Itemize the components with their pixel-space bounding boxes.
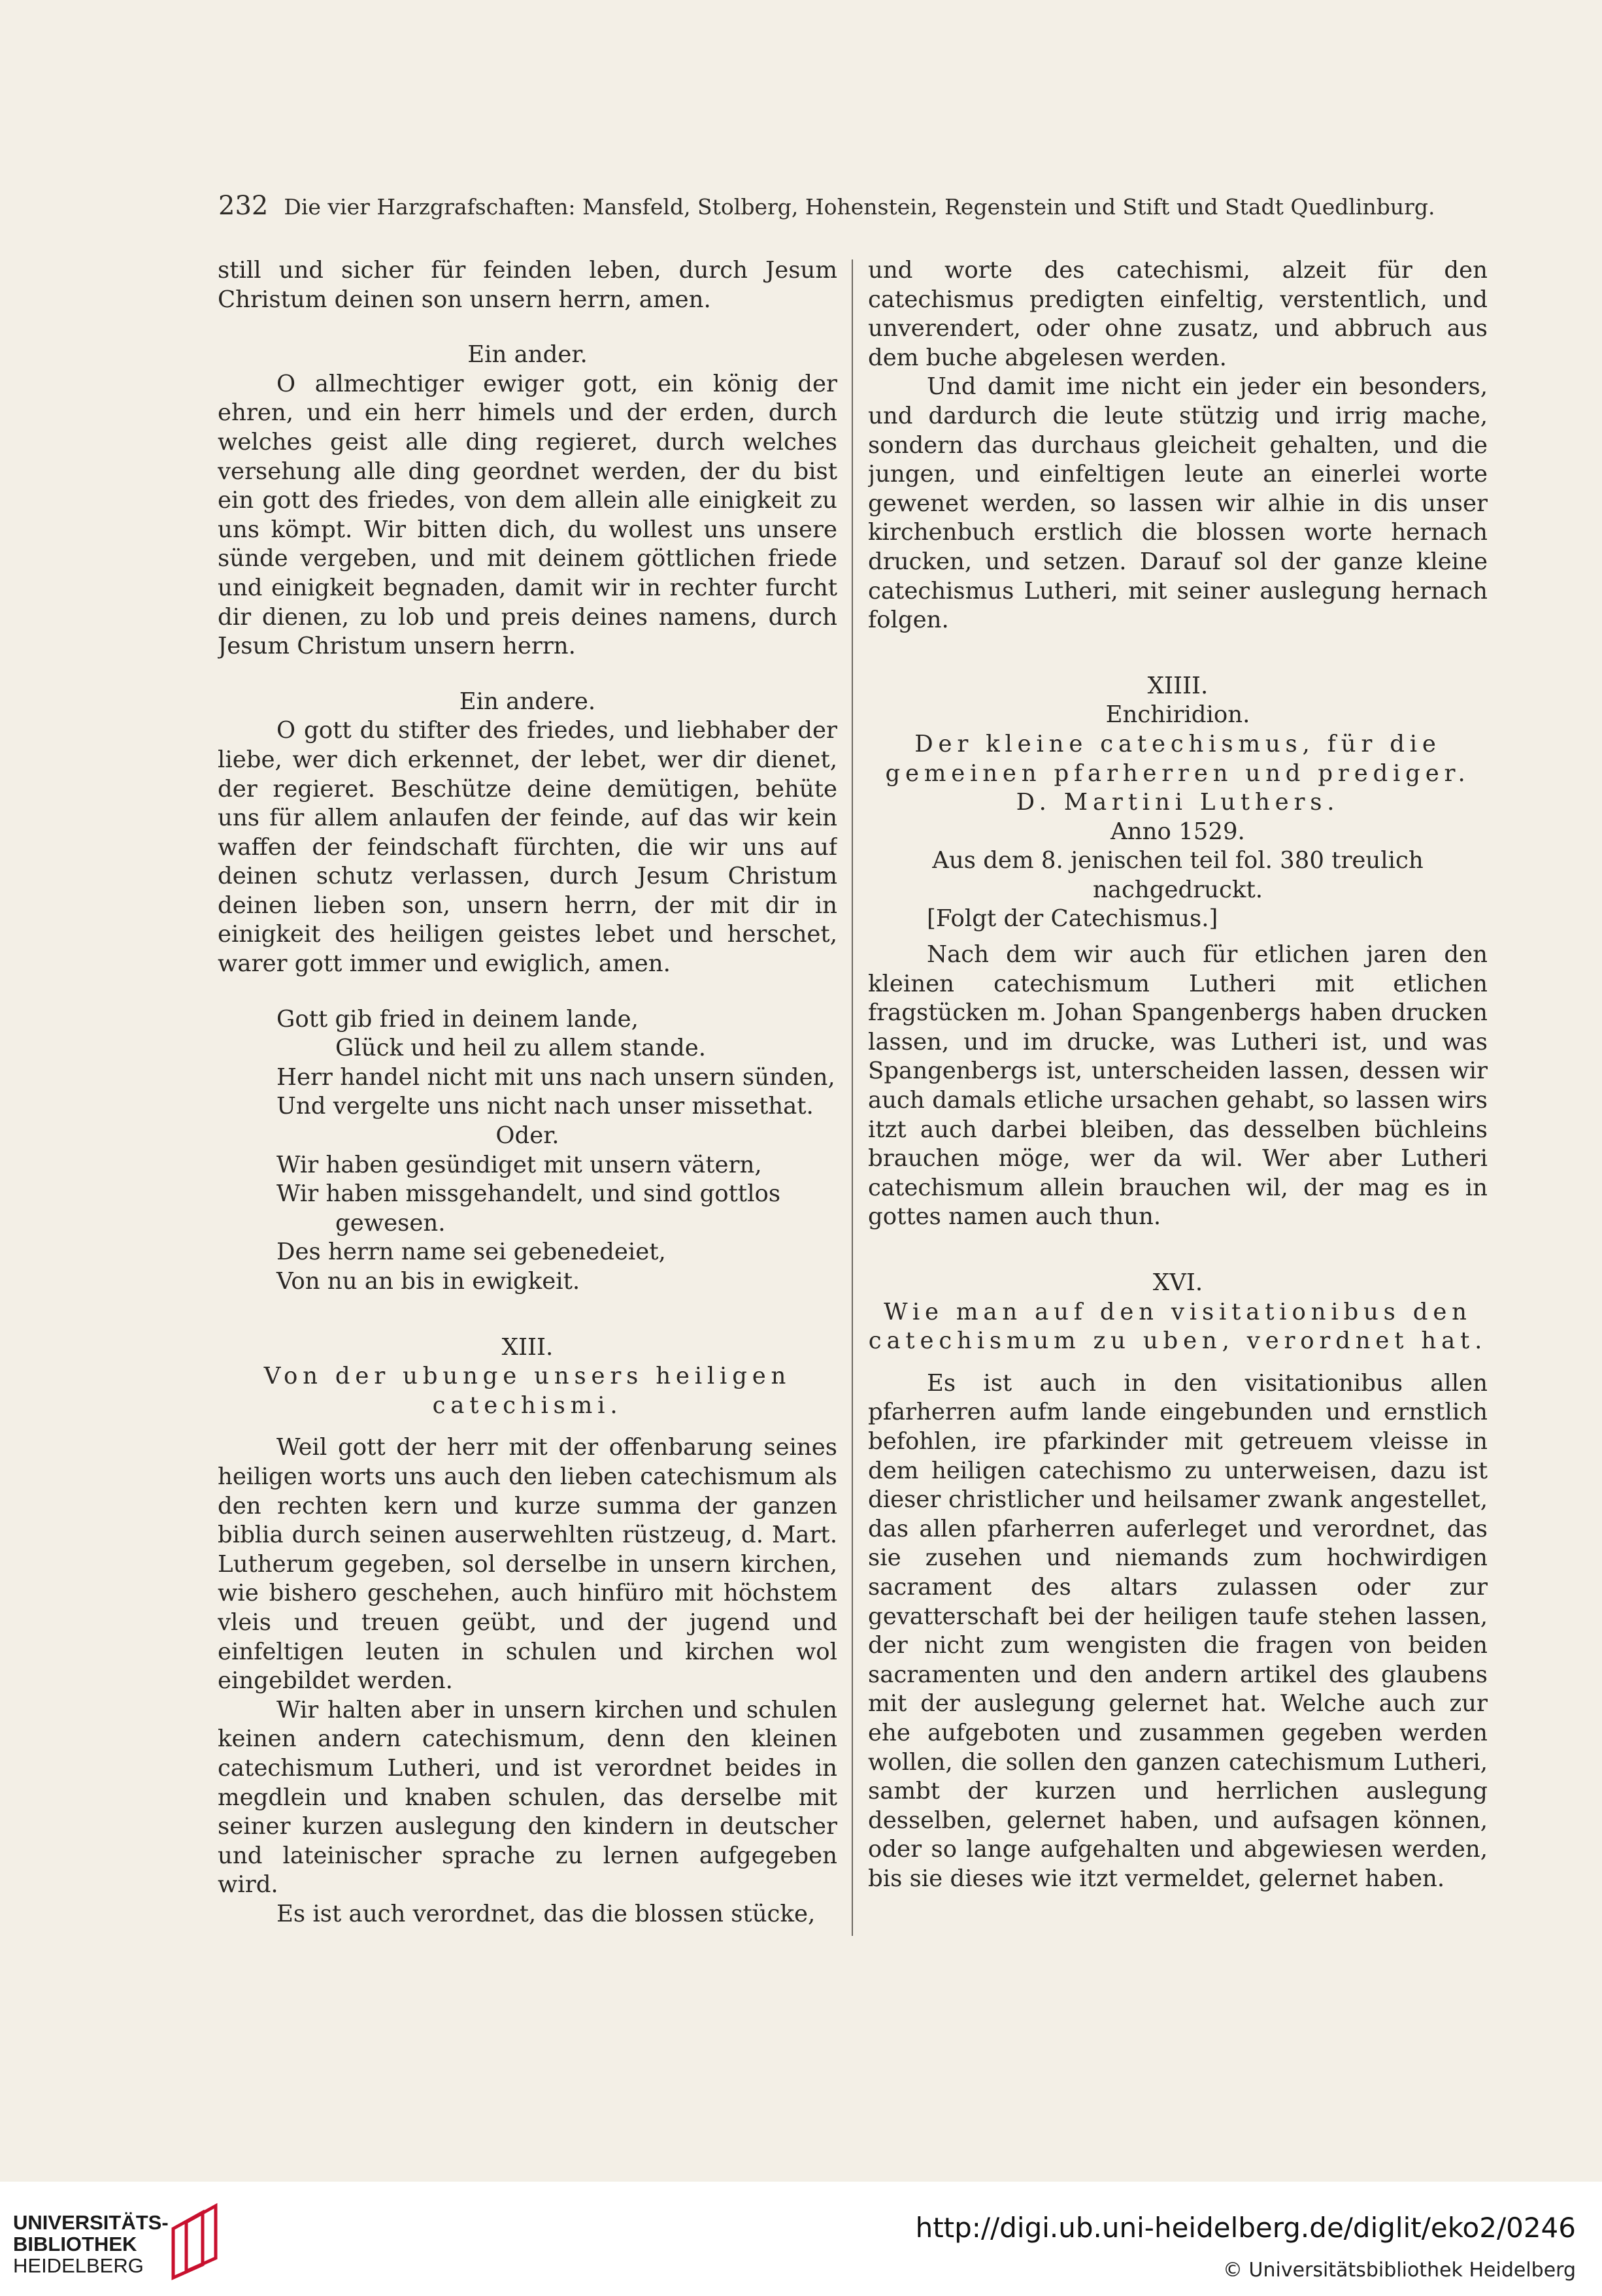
catechism-title: Der kleine catechismus, für die gemeinen pfarherren und prediger. xyxy=(885,730,1471,787)
verse-line: Herr handel nicht mit uns nach unsern sünden, xyxy=(276,1063,835,1091)
verse-line: Von nu an bis in ewigkeit. xyxy=(276,1268,580,1295)
logo-line: HEIDELBERG xyxy=(13,2254,144,2277)
running-header xyxy=(218,191,1460,230)
left-column xyxy=(218,256,837,1955)
section-number: XIIII. xyxy=(1147,672,1209,699)
verse-line: Glück und heil zu allem stande. xyxy=(335,1035,707,1062)
library-logo[interactable] xyxy=(13,2203,275,2281)
enchiridion-heading: Enchiridion. xyxy=(1105,701,1250,729)
library-footer xyxy=(0,2182,1602,2296)
section-number: XIII. xyxy=(501,1333,554,1361)
catechism-author: D. Martini Luthers. xyxy=(1016,789,1340,816)
verse-line: Des herrn name sei gebenedeiet, xyxy=(276,1239,666,1266)
left-intro-text: still und sicher für feinden leben, durch Jesum Christum deinen son unsern herrn, amen. xyxy=(218,257,837,313)
logo-text xyxy=(13,2212,169,2276)
logo-line: BIBLIOTHEK xyxy=(13,2233,137,2255)
library-emblem-icon xyxy=(163,2203,229,2281)
verse-line: Und vergelte uns nicht nach unser missethat. xyxy=(276,1093,814,1120)
section-title: Wie man auf den visitationibus den catechismum zu uben, verordnet hat. xyxy=(868,1298,1488,1355)
permalink-url[interactable]: http://digi.ub.uni-heidelberg.de/diglit/eko2/0246 xyxy=(915,2212,1576,2244)
section-paragraph: Es ist auch in den visitationibus allen pfarherren aufm lande eingebunden und ernstlich befohlen, ire pfarkinder mit getreuem vleisse in dem heiligen catechismo zu unterweisen, dazu ist dieser christlicher und heilsamer zwank angestellet, das allen pfarherren auferleget und verordnet, das sie zusehen und niemands zum hochwirdigen sacrament des altars zulassen oder zur gevatterschaft bei der heiligen taufe stehen lassen, der nicht zum wengisten die fragen von beiden sacramenten und den andern artikel des glaubens mit der auslegung gelernet hat. Welche auch zur ehe aufgeboten und zusammen gegeben werden wollen, die sollen den ganzen catechismum Lutheri, sambt der kurzen und herrlichen auslegung desselben, gelernet haben, und aufsagen können, oder so lange aufgehalten und abgewiesen werden, bis sie dieses wie itzt vermeldet, gelernet haben. xyxy=(868,1369,1488,1892)
page-number: 232 xyxy=(218,191,269,221)
verse-line: gewesen. xyxy=(335,1209,446,1237)
right-column xyxy=(868,256,1488,1955)
verse-line: Gott gib fried in deinem lande, xyxy=(276,1005,639,1033)
verse-oder: Oder. xyxy=(495,1122,559,1150)
heading-ein-ander: Ein ander. xyxy=(467,341,588,369)
section-title: Von der ubunge unsers heiligen catechismi. xyxy=(263,1363,792,1419)
editorial-note: [Folgt der Catechismus.] xyxy=(927,905,1218,933)
running-title: Die vier Harzgrafschaften: Mansfeld, Stolberg, Hohenstein, Regenstein und Stift und Stadt Quedlinburg. xyxy=(284,194,1435,220)
catechism-year: Anno 1529. xyxy=(1110,818,1245,845)
source-note: Aus dem 8. jenischen teil fol. 380 treulich nachgedruckt. xyxy=(932,847,1424,903)
section-number: XVI. xyxy=(1152,1269,1203,1296)
section-paragraph: Und damit ime nicht ein jeder ein besonders, und dardurch die leute stützig und irrig mache, sondern das durchaus gleicheit gehalten, und die jungen, und einfeltigen leute an einerlei worte gewenet werden, so lassen wir alhie in dis unser kirchenbuch erstlich die blossen worte hernach drucken, und setzen. Darauf sol der ganze kleine catechismus Lutheri, mit seiner auslegung hernach folgen. xyxy=(868,373,1488,634)
verse-line: Wir haben gesündiget mit unsern vätern, xyxy=(276,1151,762,1178)
section-paragraph: Weil gott der herr mit der offenbarung seines heiligen worts uns auch den lieben catechismum als den rechten kern und kurze summa der ganzen biblia durch seinen auserwehlten rüstzeug, d. Mart. Lutherum gegeben, sol derselbe in unsern kirchen, wie bishero geschehen, auch hinfüro mit höchstem vleis und treuen geübt, und der jugend und einfeltigen leuten in schulen und kirchen wol eingebildet werden. xyxy=(218,1434,837,1695)
section-paragraph: Wir halten aber in unsern kirchen und schulen keinen andern catechismum, denn den kleinen catechismum Lutheri, und ist verordnet beides in megdlein und knaben schulen, das derselbe mit seiner kurzen auslegung den kindern in deutscher und lateinischer sprache zu lernen aufgegeben wird. xyxy=(218,1696,837,1899)
right-cont-text: und worte des catechismi, alzeit für den catechismus predigten einfeltig, verstentlich, und unverendert, oder ohne zusatz, und abbruch aus dem buche abgelesen werden. xyxy=(868,257,1488,371)
verse-block xyxy=(218,1005,837,1297)
copyright-notice: © Universitätsbibliothek Heidelberg xyxy=(1222,2259,1576,2282)
section-paragraph: Nach dem wir auch für etlichen jaren den kleinen catechismum Lutheri mit etlichen fragstücken m. Johan Spangenbergs haben drucken lassen, und im drucke, was Lutheri ist, und was Spangenbergs ist, unterscheiden lassen, dessen wir auch damals etliche ursachen gehabt, so lassen wirs itzt auch darbei bleiben, das desselben büchleins brauchen möge, wer da wil. Wer aber Lutheri catechismum allein brauchen wil, der mag es in gottes namen auch thun. xyxy=(868,941,1488,1231)
heading-ein-andere: Ein andere. xyxy=(459,688,596,715)
section-paragraph: Es ist auch verordnet, das die blossen stücke, xyxy=(276,1900,816,1927)
prayer-one: O allmechtiger ewiger gott, ein könig der ehren, und ein herr himels und der erden, durch welches geist alle ding regieret, durch welches versehung alle ding geordnet werden, der du bist ein gott des friedes, von dem allein alle einigkeit zu uns kömpt. Wir bitten dich, du wollest uns unsere sünde vergeben, und mit deinem göttlichen friede und einigkeit begnaden, damit wir in rechter furcht dir dienen, zu lob und preis deines namens, durch Jesum Christum unsern herrn. xyxy=(218,370,837,660)
logo-line: UNIVERSITÄTS- xyxy=(13,2211,169,2234)
column-divider xyxy=(852,259,853,1936)
prayer-two: O gott du stifter des friedes, und liebhaber der liebe, wer dich erkennet, der lebet, wer dir dienet, der regieret. Beschütze deine demütigen, behüte uns für allem anlaufen der feinde, auf das wir kein waffen der feindschaft fürchten, die wir uns auf deinen schutz verlassen, durch Jesum Christum deinen lieben son, unsern herrn, der mit dir in einigkeit des heiligen geistes lebet und herschet, warer gott immer und ewiglich, amen. xyxy=(218,717,837,978)
verse-line: Wir haben missgehandelt, und sind gottlos xyxy=(276,1180,781,1208)
